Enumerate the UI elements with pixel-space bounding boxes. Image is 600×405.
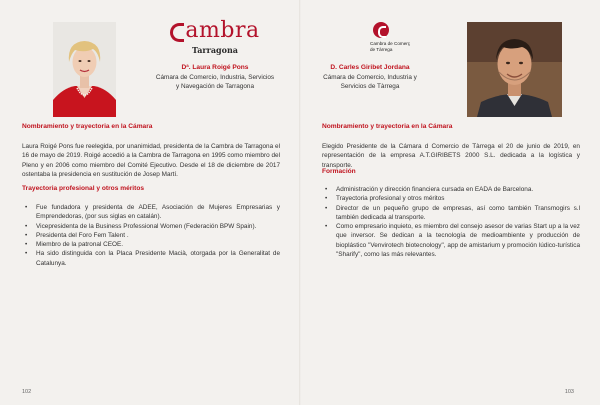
section-nombramiento (22, 123, 280, 130)
cambra-tarrega-logo (367, 22, 427, 52)
list-item: • Administración y dirección financiera cursada en EADA de Barcelona. (322, 185, 580, 194)
section-nombramiento (322, 123, 580, 130)
person-name: Dª. Laura Roigé Pons (181, 64, 249, 71)
section-trayectoria-list (22, 203, 280, 268)
portrait-photo-carles (467, 22, 562, 117)
list-item: • Miembro de la patronal CEOE. (22, 240, 280, 249)
logo-city: Tarragona (192, 45, 238, 55)
person-role-line: Cámara de Comercio, Industria, Servicios (155, 74, 275, 81)
person-role (140, 74, 290, 92)
list-item: • Presidenta del Foro Fem Talent . (22, 231, 280, 240)
list-item: • Trayectoria profesional y otros méritos (322, 194, 580, 203)
person-role-line: y Navegación de Tarragona (175, 82, 255, 90)
page-number: 103 (564, 389, 574, 395)
page-number: 102 (22, 389, 32, 395)
cambra-tarrega-mark-icon (373, 22, 389, 38)
bullet-list (22, 203, 280, 268)
right-page (300, 0, 600, 405)
person-name: D. Carles Giribet Jordana (330, 64, 410, 71)
bullet-list (322, 185, 580, 259)
list-item: • Como empresario inquieto, es miembro del consejo asesor de varias Start up a la vez que inversor. Se dedican a la tecnología de medioambiente y producción de bioplástico "Venvirotech biotecnology", app de amistarium y promoción lúdico-turística "Sharify", como las más relevantes. (322, 222, 580, 259)
logo-label-line: Cambra de Comerç (370, 41, 411, 46)
person-role (300, 74, 440, 92)
portrait-photo-laura (53, 22, 116, 117)
list-item: • Director de un pequeño grupo de empresas, así como también Transmogirs s.l también dedicada al transporte. (322, 204, 580, 223)
cambra-tarragona-logo (160, 20, 270, 55)
section-paragraph: Laura Roigé Pons fue reelegida, por unanimidad, presidenta de la Cambra de Tarragona el 16 de mayo de 2019. Roigé accedió a la Cambra de Tarragona en 1995 como miembro del Pleno y en 2006 como miembro del Comité Ejecutivo. Desde el 18 de diciembre de 2017 ostentaba la presidencia en sustitución de Josep Martí. (22, 143, 280, 178)
logo-label-line: de Tàrrega (370, 46, 393, 52)
person-role-line: Cámara de Comercio, Industria y (323, 74, 417, 81)
section-paragraph: Elegido Presidente de la Cámara d Comercio de Tàrrega el 20 de junio de 2019, en representación de la empresa A.T.GIRIBETS 2000 S.L. dedicada a la logística y transporte. (322, 143, 580, 169)
list-item: • Fue fundadora y presidenta de ADEE, Asociación de Mujeres Empresarias y Emprendedoras, (por sus siglas en catalán). (22, 203, 280, 222)
person-block (140, 64, 290, 92)
person-block (300, 64, 440, 92)
section-nombramiento-body (22, 142, 280, 179)
cambra-mark-icon (170, 23, 184, 42)
list-item: • Ha sido distinguida con la Placa Presidente Macià, otorgada por la Generalitat de Catalunya. (22, 249, 280, 268)
section-formacion-list (322, 185, 580, 259)
person-role-line: Servicios de Tàrrega (340, 82, 400, 90)
section-title: Nombramiento y trayectoria en la Cámara (322, 123, 453, 130)
section-trayectoria (22, 185, 280, 192)
section-title: Trayectoria profesional y otros méritos (22, 185, 145, 192)
logo-word: ambra (185, 18, 260, 43)
section-title: Formación (322, 168, 356, 175)
list-item: • Vicepresidenta de la Business Professional Women (Federación BPW Spain). (22, 222, 280, 231)
section-nombramiento-body (322, 142, 580, 170)
section-title: Nombramiento y trayectoria en la Cámara (22, 123, 153, 130)
section-formacion (322, 168, 580, 175)
